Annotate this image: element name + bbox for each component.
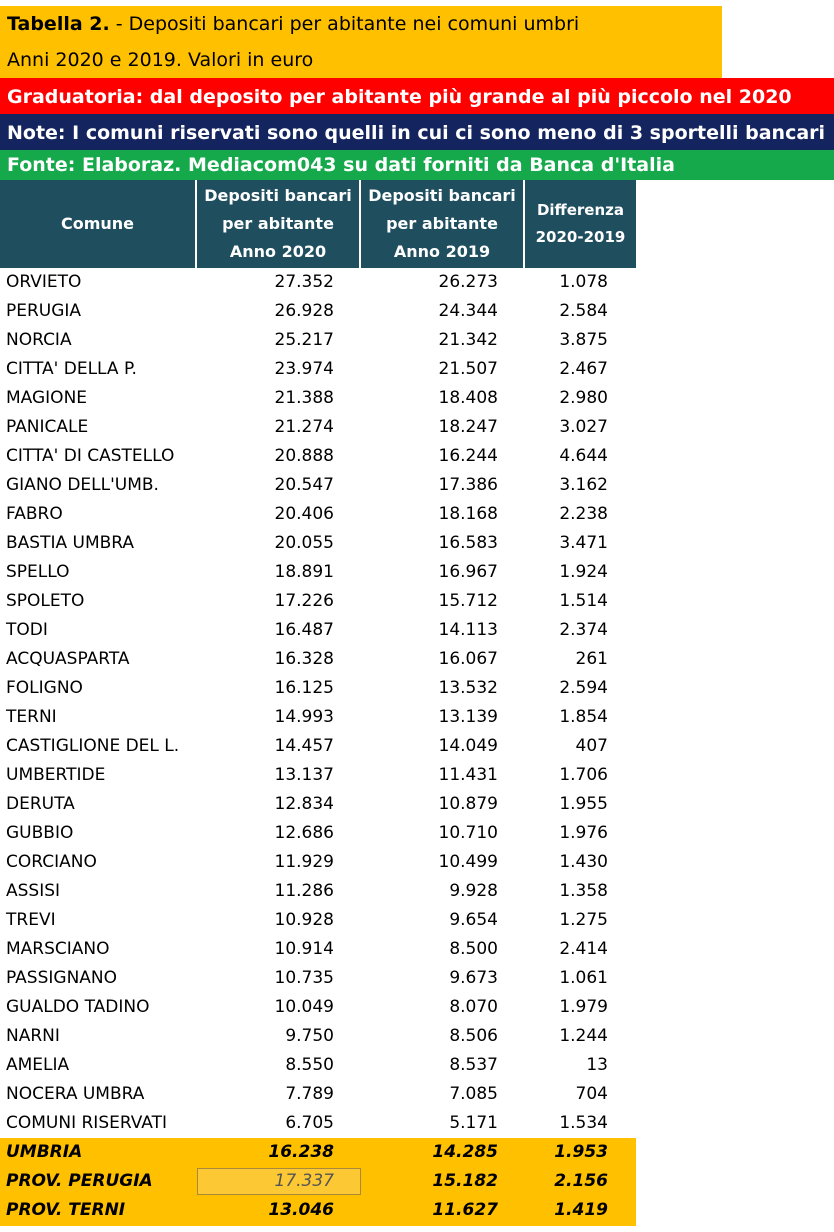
table-row[interactable] xyxy=(0,877,636,906)
cell-2019[interactable]: 5.171 xyxy=(449,1113,498,1133)
cell-differenza[interactable]: 407 xyxy=(575,736,608,756)
cell-differenza[interactable]: 261 xyxy=(575,649,608,669)
table-row[interactable] xyxy=(0,326,636,355)
cell-differenza[interactable]: 3.875 xyxy=(559,330,608,350)
summary-comune[interactable]: PROV. TERNI xyxy=(6,1200,126,1220)
cell-comune[interactable]: CITTA' DI CASTELLO xyxy=(6,446,175,466)
summary-2020[interactable]: 17.337 xyxy=(274,1171,334,1191)
note-banner: Note: I comuni riservati sono quelli in cui ci sono meno di 3 sportelli bancari xyxy=(0,114,834,150)
cell-2020[interactable]: 17.226 xyxy=(274,591,334,611)
table-row[interactable] xyxy=(0,935,636,964)
cell-comune[interactable]: FOLIGNO xyxy=(6,678,83,698)
cell-2019[interactable]: 10.499 xyxy=(438,852,498,872)
table-row[interactable] xyxy=(0,906,636,935)
table-row[interactable] xyxy=(0,645,636,674)
cell-2019[interactable]: 7.085 xyxy=(449,1084,498,1104)
ranking-banner: Graduatoria: dal deposito per abitante più grande al più piccolo nel 2020 xyxy=(0,78,834,114)
cell-2020[interactable]: 13.137 xyxy=(274,765,334,785)
cell-2019[interactable]: 16.583 xyxy=(438,533,498,553)
cell-2020[interactable]: 9.750 xyxy=(285,1026,334,1046)
cell-2019[interactable]: 21.342 xyxy=(438,330,498,350)
cell-comune[interactable]: ACQUASPARTA xyxy=(6,649,130,669)
cell-differenza[interactable]: 3.027 xyxy=(559,417,608,437)
cell-2019[interactable]: 11.431 xyxy=(438,765,498,785)
cell-differenza[interactable]: 1.061 xyxy=(559,968,608,988)
table-row[interactable] xyxy=(0,848,636,877)
summary-differenza[interactable]: 2.156 xyxy=(554,1171,608,1191)
table-title-text: - Depositi bancari per abitante nei comuni umbri xyxy=(109,13,580,35)
cell-differenza[interactable]: 1.976 xyxy=(559,823,608,843)
cell-comune[interactable]: NARNI xyxy=(6,1026,60,1046)
cell-2020[interactable]: 16.487 xyxy=(274,620,334,640)
cell-differenza[interactable]: 1.514 xyxy=(559,591,608,611)
cell-2020[interactable]: 16.328 xyxy=(274,649,334,669)
cell-comune[interactable]: COMUNI RISERVATI xyxy=(6,1113,167,1133)
cell-comune[interactable]: ORVIETO xyxy=(6,272,82,292)
cell-2020[interactable]: 10.735 xyxy=(274,968,334,988)
cell-comune[interactable]: NOCERA UMBRA xyxy=(6,1084,145,1104)
cell-differenza[interactable]: 1.244 xyxy=(559,1026,608,1046)
table-row[interactable] xyxy=(0,703,636,732)
cell-2019[interactable]: 9.654 xyxy=(449,910,498,930)
table-row[interactable] xyxy=(0,732,636,761)
table-row[interactable] xyxy=(0,1080,636,1109)
cell-differenza[interactable]: 1.078 xyxy=(559,272,608,292)
cell-2019[interactable]: 13.139 xyxy=(438,707,498,727)
cell-differenza[interactable]: 1.430 xyxy=(559,852,608,872)
cell-2019[interactable]: 18.247 xyxy=(438,417,498,437)
cell-2020[interactable]: 12.686 xyxy=(274,823,334,843)
cell-comune[interactable]: TERNI xyxy=(6,707,57,727)
cell-2019[interactable]: 9.673 xyxy=(449,968,498,988)
table-header xyxy=(0,180,636,268)
cell-2019[interactable]: 26.273 xyxy=(438,272,498,292)
summary-rows xyxy=(0,1138,636,1226)
table-title xyxy=(0,6,722,40)
cell-differenza[interactable]: 2.594 xyxy=(559,678,608,698)
cell-differenza[interactable]: 1.854 xyxy=(559,707,608,727)
cell-2020[interactable]: 14.993 xyxy=(274,707,334,727)
cell-comune[interactable]: SPELLO xyxy=(6,562,70,582)
cell-comune[interactable]: CORCIANO xyxy=(6,852,97,872)
cell-comune[interactable]: CITTA' DELLA P. xyxy=(6,359,137,379)
cell-2020[interactable]: 16.125 xyxy=(274,678,334,698)
cell-2019[interactable]: 8.070 xyxy=(449,997,498,1017)
cell-comune[interactable]: BASTIA UMBRA xyxy=(6,533,135,553)
cell-2020[interactable]: 25.217 xyxy=(274,330,334,350)
cell-differenza[interactable]: 1.358 xyxy=(559,881,608,901)
cell-differenza[interactable]: 4.644 xyxy=(559,446,608,466)
header-differenza[interactable]: Differenza 2020-2019 xyxy=(535,201,626,246)
cell-2019[interactable]: 9.928 xyxy=(449,881,498,901)
table-row[interactable] xyxy=(0,1109,636,1138)
cell-2020[interactable]: 11.929 xyxy=(274,852,334,872)
cell-2020[interactable]: 14.457 xyxy=(274,736,334,756)
cell-2019[interactable]: 13.532 xyxy=(438,678,498,698)
source-banner: Fonte: Elaboraz. Mediacom043 su dati forniti da Banca d'Italia xyxy=(0,150,834,180)
cell-differenza[interactable]: 2.584 xyxy=(559,301,608,321)
table-row[interactable] xyxy=(0,355,636,384)
cell-comune[interactable]: MAGIONE xyxy=(6,388,88,408)
cell-2020[interactable]: 27.352 xyxy=(274,272,334,292)
cell-differenza[interactable]: 2.414 xyxy=(559,939,608,959)
cell-comune[interactable]: SPOLETO xyxy=(6,591,85,611)
cell-differenza[interactable]: 3.162 xyxy=(559,475,608,495)
cell-differenza[interactable]: 1.534 xyxy=(559,1113,608,1133)
cell-comune[interactable]: GUBBIO xyxy=(6,823,74,843)
table-body xyxy=(0,268,636,1138)
cell-comune[interactable]: TODI xyxy=(6,620,48,640)
cell-2020[interactable]: 20.055 xyxy=(274,533,334,553)
header-depositi-2019[interactable]: Depositi bancari per abitante Anno 2019 xyxy=(361,180,525,268)
cell-comune[interactable]: ASSISI xyxy=(6,881,61,901)
table-row[interactable] xyxy=(0,587,636,616)
table-row[interactable] xyxy=(0,761,636,790)
table-row[interactable] xyxy=(0,616,636,645)
table-row[interactable] xyxy=(0,819,636,848)
cell-2019[interactable]: 16.967 xyxy=(438,562,498,582)
cell-2019[interactable]: 14.049 xyxy=(438,736,498,756)
cell-differenza[interactable]: 1.924 xyxy=(559,562,608,582)
cell-comune[interactable]: UMBERTIDE xyxy=(6,765,106,785)
cell-2019[interactable]: 15.712 xyxy=(438,591,498,611)
table-title-number: Tabella 2. xyxy=(7,13,110,35)
cell-2020[interactable]: 11.286 xyxy=(274,881,334,901)
table-row[interactable] xyxy=(0,558,636,587)
cell-2020[interactable]: 20.547 xyxy=(274,475,334,495)
table-row[interactable] xyxy=(0,674,636,703)
summary-2020[interactable]: 16.238 xyxy=(268,1142,334,1162)
cell-comune[interactable]: NORCIA xyxy=(6,330,72,350)
table-row[interactable] xyxy=(0,471,636,500)
cell-2019[interactable]: 18.168 xyxy=(438,504,498,524)
header-depositi-2020[interactable]: Depositi bancari per abitante Anno 2020 xyxy=(197,180,361,268)
cell-differenza[interactable]: 2.238 xyxy=(559,504,608,524)
cell-differenza[interactable]: 13 xyxy=(586,1055,608,1075)
cell-2019[interactable]: 24.344 xyxy=(438,301,498,321)
cell-2020[interactable]: 10.928 xyxy=(274,910,334,930)
cell-2019[interactable]: 10.710 xyxy=(438,823,498,843)
cell-comune[interactable]: FABRO xyxy=(6,504,63,524)
cell-2019[interactable]: 17.386 xyxy=(438,475,498,495)
cell-2019[interactable]: 21.507 xyxy=(438,359,498,379)
cell-2019[interactable]: 8.506 xyxy=(449,1026,498,1046)
cell-2020[interactable]: 18.891 xyxy=(274,562,334,582)
cell-2020[interactable]: 7.789 xyxy=(285,1084,334,1104)
cell-2019[interactable]: 8.500 xyxy=(449,939,498,959)
cell-2020[interactable]: 8.550 xyxy=(285,1055,334,1075)
table-row[interactable] xyxy=(0,790,636,819)
cell-comune[interactable]: AMELIA xyxy=(6,1055,70,1075)
cell-comune[interactable]: MARSCIANO xyxy=(6,939,110,959)
cell-differenza[interactable]: 1.955 xyxy=(559,794,608,814)
cell-comune[interactable]: DERUTA xyxy=(6,794,75,814)
header-comune[interactable]: Comune xyxy=(0,180,197,268)
cell-2020[interactable]: 20.406 xyxy=(274,504,334,524)
cell-differenza[interactable]: 1.706 xyxy=(559,765,608,785)
cell-2019[interactable]: 16.067 xyxy=(438,649,498,669)
cell-2019[interactable]: 10.879 xyxy=(438,794,498,814)
cell-comune[interactable]: CASTIGLIONE DEL L. xyxy=(6,736,180,756)
table-row[interactable] xyxy=(0,529,636,558)
cell-2019[interactable]: 8.537 xyxy=(449,1055,498,1075)
cell-comune[interactable]: PASSIGNANO xyxy=(6,968,118,988)
cell-2019[interactable]: 18.408 xyxy=(438,388,498,408)
cell-2020[interactable]: 10.914 xyxy=(274,939,334,959)
table-row[interactable] xyxy=(0,442,636,471)
summary-row[interactable] xyxy=(0,1138,636,1167)
table-row[interactable] xyxy=(0,268,636,297)
cell-differenza[interactable]: 2.374 xyxy=(559,620,608,640)
cell-2020[interactable]: 10.049 xyxy=(274,997,334,1017)
cell-differenza[interactable]: 1.979 xyxy=(559,997,608,1017)
table-row[interactable] xyxy=(0,1051,636,1080)
table-row[interactable] xyxy=(0,500,636,529)
cell-2020[interactable]: 20.888 xyxy=(274,446,334,466)
cell-differenza[interactable]: 2.980 xyxy=(559,388,608,408)
cell-2020[interactable]: 12.834 xyxy=(274,794,334,814)
cell-comune[interactable]: GIANO DELL'UMB. xyxy=(6,475,159,495)
cell-comune[interactable]: GUALDO TADINO xyxy=(6,997,150,1017)
table-row[interactable] xyxy=(0,384,636,413)
cell-2020[interactable]: 21.388 xyxy=(274,388,334,408)
summary-2020[interactable]: 13.046 xyxy=(268,1200,334,1220)
table-row[interactable] xyxy=(0,964,636,993)
summary-2019[interactable]: 11.627 xyxy=(432,1200,498,1220)
table-row[interactable] xyxy=(0,993,636,1022)
summary-row[interactable] xyxy=(0,1196,636,1225)
summary-row[interactable] xyxy=(0,1167,636,1196)
cell-differenza[interactable]: 3.471 xyxy=(559,533,608,553)
summary-differenza[interactable]: 1.419 xyxy=(554,1200,608,1220)
cell-comune[interactable]: PERUGIA xyxy=(6,301,82,321)
table-row[interactable] xyxy=(0,1022,636,1051)
cell-differenza[interactable]: 1.275 xyxy=(559,910,608,930)
table-row[interactable] xyxy=(0,297,636,326)
cell-differenza[interactable]: 704 xyxy=(575,1084,608,1104)
cell-comune[interactable]: TREVI xyxy=(6,910,56,930)
summary-comune[interactable]: UMBRIA xyxy=(6,1142,83,1162)
cell-2019[interactable]: 16.244 xyxy=(438,446,498,466)
table-row[interactable] xyxy=(0,413,636,442)
cell-2020[interactable]: 26.928 xyxy=(274,301,334,321)
table-subtitle: Anni 2020 e 2019. Valori in euro xyxy=(0,40,722,78)
cell-2020[interactable]: 21.274 xyxy=(274,417,334,437)
summary-2019[interactable]: 15.182 xyxy=(432,1171,498,1191)
summary-differenza[interactable]: 1.953 xyxy=(554,1142,608,1162)
cell-2019[interactable]: 14.113 xyxy=(438,620,498,640)
cell-differenza[interactable]: 2.467 xyxy=(559,359,608,379)
summary-2019[interactable]: 14.285 xyxy=(432,1142,498,1162)
cell-comune[interactable]: PANICALE xyxy=(6,417,89,437)
summary-comune[interactable]: PROV. PERUGIA xyxy=(6,1171,153,1191)
cell-2020[interactable]: 23.974 xyxy=(274,359,334,379)
cell-2020[interactable]: 6.705 xyxy=(285,1113,334,1133)
